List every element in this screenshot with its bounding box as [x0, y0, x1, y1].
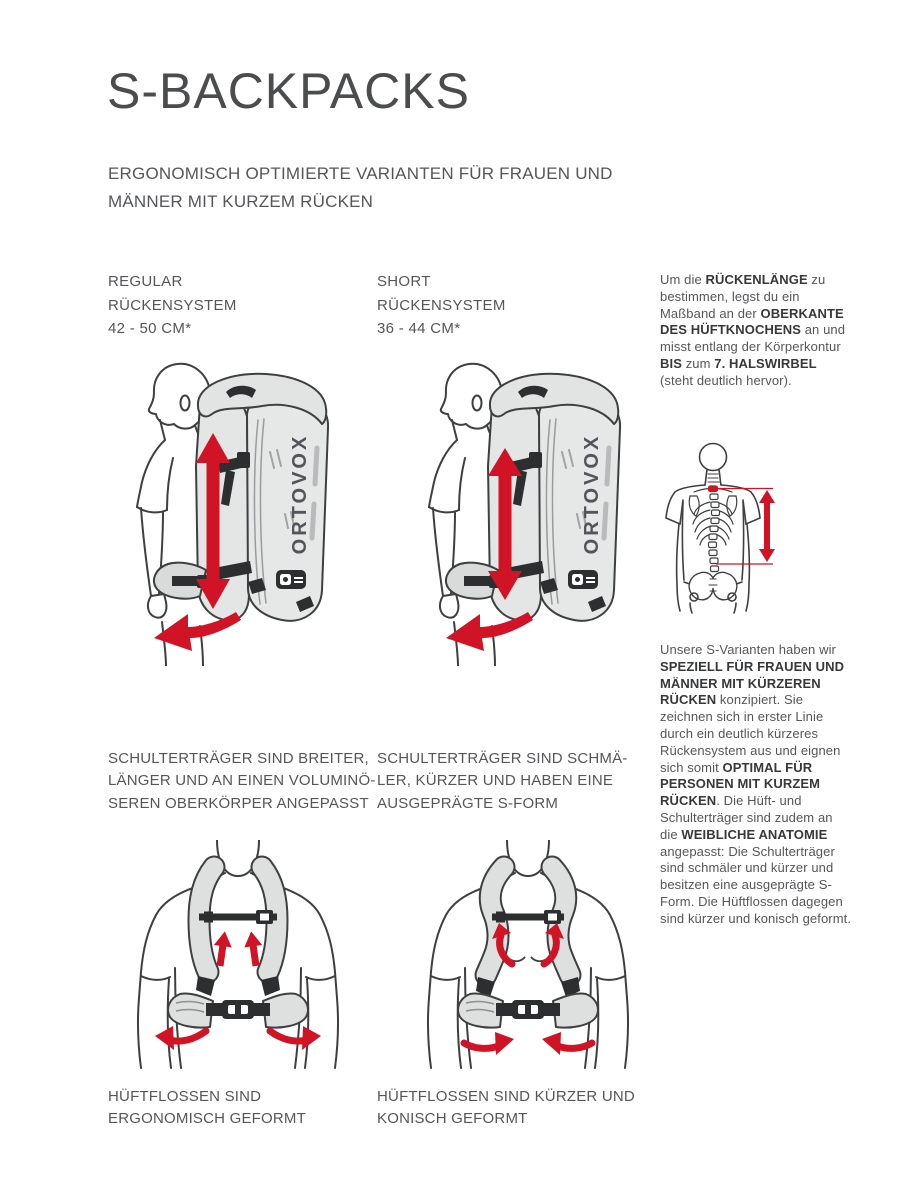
sternum-strap [492, 910, 564, 924]
subtitle-line: MÄNNER MIT KURZEM RÜCKEN [108, 192, 374, 211]
hip-belt [168, 993, 308, 1027]
regular-shoulder-caption: SCHULTERTRÄGER SIND BREITER, LÄNGER UND AN EINEN VOLUMINÖ- SEREN OBERKÖRPER ANGEPASST [108, 750, 376, 812]
page-title: S-BACKPACKS [107, 63, 470, 119]
c7-vertebra-marker [708, 486, 718, 492]
regular-backpack-illustration [100, 356, 380, 666]
strap-direction-arrows [492, 923, 564, 964]
backpack-logo-text: ORTOVOX [581, 433, 603, 555]
hip-fin-arrows [464, 1032, 592, 1055]
regular-harness-illustration [118, 840, 368, 1070]
short-shoulder-caption: SCHULTERTRÄGER SIND SCHMÄ- LER, KÜRZER UND HABEN EINE AUSGEPRÄGTE S-FORM [377, 750, 628, 812]
sternum-strap [199, 910, 277, 924]
back-anatomy-illustration [664, 440, 799, 614]
shoulder-straps [196, 867, 280, 996]
hip-belt [458, 993, 598, 1027]
backpack-logo-text: ORTOVOX [289, 433, 311, 555]
regular-variant-heading [108, 270, 237, 341]
variant-name: SHORT [377, 273, 431, 290]
torso-figure [428, 840, 628, 1068]
variant-system: RÜCKENSYSTEM [108, 296, 237, 314]
strap-direction-arrows [211, 930, 265, 967]
back-length-measure-arrow [759, 490, 775, 562]
short-backpack-illustration [392, 356, 672, 666]
short-variant-heading [377, 270, 506, 341]
s-variant-description: Unsere S-Varianten haben wir SPEZIELL FÜR FRAUEN UND MÄNNER MIT KÜRZEREN RÜCKEN konzipiert. Sie zeichnen sich in erster Linie durch ein deutlich kürzeres Rückensystem aus und eignen sich somit OPTIMAL FÜR PERSONEN MIT KURZEM RÜCKEN. Die Hüft- und Schulterträger sind zudem an die WEIBLICHE ANATOMIE angepasst: Die Schulterträger sind schmäler und kürzer und besitzen eine ausgeprägte S-Form. Die Hüftflossen dagegen sind kürzer und konisch geformt. [660, 642, 852, 926]
variant-range: 42 - 50 CM* [108, 320, 192, 337]
variant-name: REGULAR [108, 273, 183, 290]
measure-instructions: Um die RÜCKENLÄNGE zu bestimmen, legst du ein Maßband an der OBERKANTE DES HÜFTKNOCHENS an und misst entlang der Körperkontur BIS zum 7. HALSWIRBEL (steht deutlich hervor). [660, 272, 846, 388]
short-hip-caption: HÜFTFLOSSEN SIND KÜRZER UND KONISCH GEFORMT [377, 1088, 635, 1128]
variant-system: RÜCKENSYSTEM [377, 296, 506, 314]
hip-rotation-arrow [446, 612, 533, 651]
pelvis [689, 572, 737, 599]
subtitle-line: ERGONOMISCH OPTIMIERTE VARIANTEN FÜR FRAUEN UND [108, 164, 613, 183]
hip-fin-arrows [155, 1026, 321, 1050]
regular-hip-caption: HÜFTFLOSSEN SIND ERGONOMISCH GEFORMT [108, 1088, 306, 1128]
hip-rotation-arrow [154, 612, 241, 651]
skeleton-figure [666, 444, 760, 614]
page-subtitle [108, 160, 613, 216]
variant-range: 36 - 44 CM* [377, 320, 461, 337]
spine-vertebrae [709, 486, 720, 572]
shoulder-straps-s-form [476, 867, 580, 997]
short-harness-illustration [408, 840, 658, 1070]
